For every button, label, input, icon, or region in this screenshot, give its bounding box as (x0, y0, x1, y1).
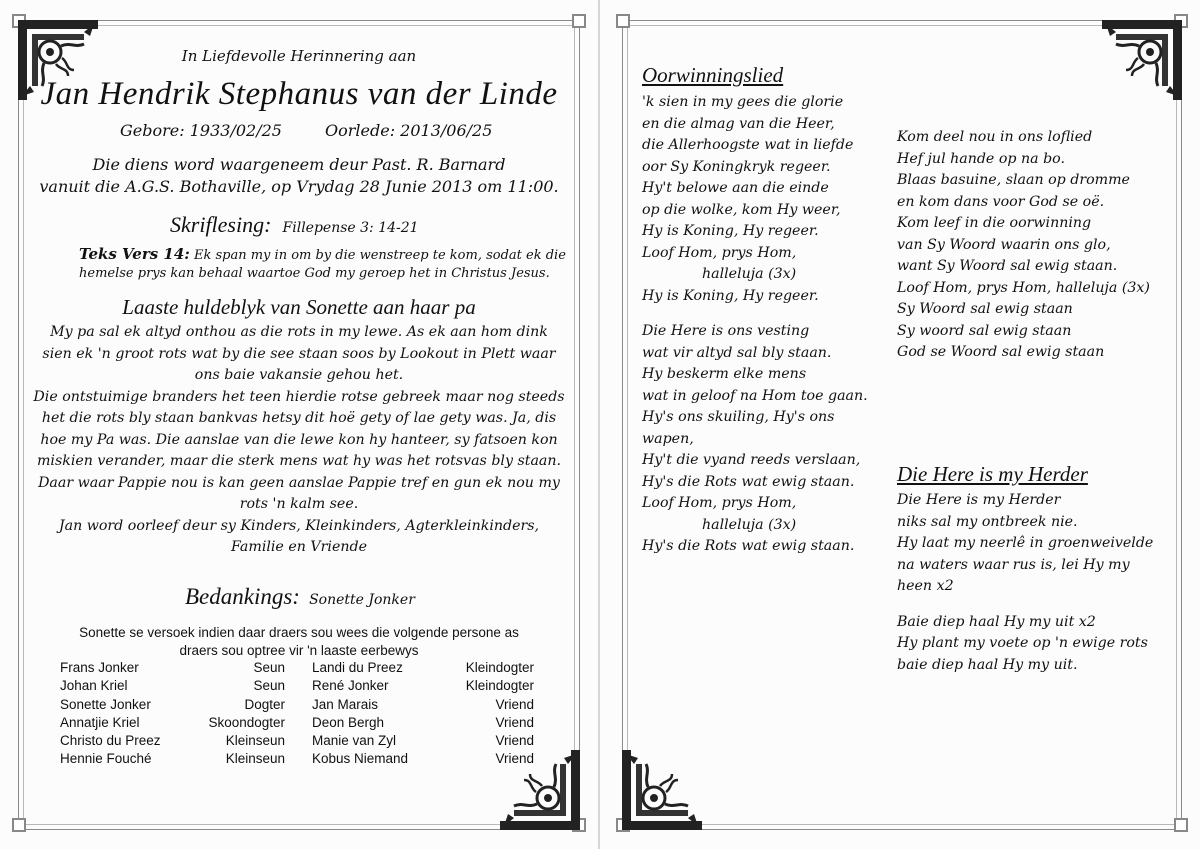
song2-line: Baie diep haal Hy my uit x2 (897, 613, 1096, 630)
song1-line: Hy't die vyand reeds verslaan, (642, 452, 861, 469)
bearer-relation: Vriend (495, 751, 534, 767)
song1-line: Loof Hom, prys Hom, (642, 244, 797, 261)
bearer-row (60, 696, 285, 714)
song1-line: Kom leef in die oorwinning (897, 215, 1092, 231)
song2-lyrics (897, 490, 1153, 676)
song1-line: Sy woord sal ewig staan (897, 322, 1072, 339)
frame-corner-square (572, 14, 586, 28)
bearer-row (60, 732, 285, 750)
dedication-intro: In Liefdevolle Herinnering aan (181, 47, 417, 65)
ornament-corner-icon (500, 750, 580, 830)
birth-date: Gebore: 1933/02/25 (120, 121, 282, 140)
deceased-name: Jan Hendrik Stephanus van der Linde (40, 76, 558, 112)
bearer-name: Manie van Zyl (312, 733, 397, 749)
song1-line: halleluja (3x) (702, 266, 797, 282)
song1-line: Kom deel nou in ons loflied (897, 129, 1093, 145)
bearer-row (60, 659, 285, 677)
right-page (600, 0, 1200, 849)
frame-corner-square (1174, 818, 1188, 832)
bearer-relation: Seun (253, 678, 285, 694)
thanks-section (185, 584, 415, 610)
song1-column-1 (642, 92, 868, 558)
bearer-row (312, 714, 534, 732)
bearer-relation: Vriend (495, 733, 534, 749)
ornament-corner-icon (622, 750, 702, 830)
bearer-row (60, 677, 285, 695)
song2-line: baie diep haal Hy my uit. (897, 656, 1078, 673)
song2-line: heen x2 (897, 578, 954, 594)
song1-line: en die almag van die Heer, (642, 115, 835, 132)
tribute-line: hoe my Pa was. Die aanslae van die lewe kon hy hanteer, sy fatsoen kon (40, 431, 558, 448)
bearer-row (312, 659, 534, 677)
bearer-name: Sonette Jonker (60, 696, 151, 712)
song2-line: na waters waar rus is, lei Hy my (897, 556, 1130, 573)
song1-line: Hy's ons skuiling, Hy's ons (642, 409, 835, 426)
bearer-name: Kobus Niemand (312, 751, 409, 767)
bearer-name: Landi du Preez (312, 660, 403, 675)
tribute-line: ons baie vakansie gehou het. (194, 367, 404, 383)
thanks-name: Sonette Jonker (309, 592, 415, 608)
tribute-text (20, 322, 578, 559)
song1-line (642, 307, 868, 321)
song1-line: Hy's die Rots wat ewig staan. (642, 538, 855, 555)
ornament-corner-icon (1102, 20, 1182, 100)
bearers-intro-line: Sonette se versoek indien daar draers sou wees die volgende persone as (79, 625, 519, 640)
bearers-list-left (60, 659, 285, 769)
song1-line: Loof Hom, prys Hom, halleluja (3x) (897, 279, 1150, 296)
bearer-row (312, 696, 534, 714)
song2-line (897, 598, 1153, 612)
song1-line: Blaas basuine, slaan op dromme (897, 172, 1130, 188)
bearer-row (312, 732, 534, 750)
scripture-text (79, 245, 566, 263)
bearers-intro (20, 624, 578, 660)
tribute-line: My pa sal ek altyd onthou as die rots in my lewe. As ek aan hom dink (50, 324, 548, 340)
bearer-name: Frans Jonker (60, 660, 139, 675)
scripture-line-2: hemelse prys kan behaal waartoe God my geroep het in Christus Jesus. (79, 266, 550, 281)
death-date: Oorlede: 2013/06/25 (325, 121, 493, 140)
ornament-corner-icon (18, 20, 98, 100)
bearer-relation: Vriend (495, 696, 534, 712)
song1-line: Loof Hom, prys Hom, (642, 495, 797, 512)
song2-line: Hy laat my neerlê in groenweivelde (897, 535, 1154, 551)
song1-line: Hy's die Rots wat ewig staan. (642, 473, 855, 490)
reading-reference: Fillepense 3: 14-21 (282, 220, 419, 236)
song1-line: Hy is Koning, Hy regeer. (642, 287, 819, 304)
song1-line: Hef jul hande op na bo. (897, 150, 1065, 167)
song1-line: van Sy Woord waarin ons glo, (897, 236, 1111, 253)
song1-line: Hy't belowe aan die einde (642, 180, 829, 196)
bearer-relation: Kleindogter (465, 678, 534, 694)
song1-line: op die wolke, kom Hy weer, (642, 201, 841, 218)
frame-corner-square (616, 14, 630, 28)
song1-line: want Sy Woord sal ewig staan. (897, 258, 1118, 274)
bearer-name: Annatjie Kriel (60, 714, 140, 730)
bearer-relation: Kleinseun (225, 751, 285, 767)
left-page (0, 0, 598, 849)
song1-line: wat vir altyd sal bly staan. (642, 344, 832, 361)
bearer-name: Deon Bergh (312, 714, 385, 730)
tribute-line: sien ek 'n groot rots wat by die see staan soos by Lookout in Plett waar (42, 345, 556, 362)
song1-line: halleluja (3x) (702, 516, 797, 533)
song2-line: Die Here is my Herder (897, 492, 1061, 508)
tribute-line: het die rots bly staan bankvas hetsy dit hoë gety of lae gety was. Ja, dis (41, 410, 557, 426)
song1-line: 'k sien in my gees die glorie (642, 94, 844, 110)
song1-title: Oorwinningslied (642, 63, 784, 87)
bearer-name: Jan Marais (312, 696, 379, 712)
tribute-line: Die ontstuimige branders het teen hierdie rotse gebreek maar nog steeds (33, 388, 565, 405)
bearer-name: René Jonker (312, 678, 389, 694)
frame-corner-square (12, 818, 26, 832)
song2-line: niks sal my ontbreek nie. (897, 513, 1078, 530)
bearer-name: Hennie Fouché (60, 751, 152, 767)
reading-section (170, 212, 419, 238)
service-line: vanuit die A.G.S. Bothaville, op Vrydag 28 Junie 2013 om 11:00. (39, 177, 559, 196)
bearer-relation: Dogter (244, 696, 285, 712)
scripture-line-1: Ek span my in om by die wenstreep te kom, sodat ek die (193, 248, 566, 263)
service-details (0, 154, 598, 198)
scripture-label: Teks Vers 14: (79, 245, 190, 263)
bearer-relation: Seun (253, 660, 285, 675)
song1-line: wat in geloof na Hom toe gaan. (642, 387, 868, 404)
song2-title: Die Here is my Herder (897, 462, 1088, 486)
thanks-heading: Bedankings: (185, 584, 300, 609)
bearer-row (312, 677, 534, 695)
survived-line: Jan word oorleef deur sy Kinders, Kleinkinders, Agterkleinkinders, (58, 517, 540, 534)
song1-line: Hy is Koning, Hy regeer. (642, 223, 819, 239)
bearer-relation: Kleinseun (225, 733, 285, 749)
song1-line: oor Sy Koningkryk regeer. (642, 158, 831, 175)
service-line: Die diens word waargeneem deur Past. R. Barnard (92, 155, 506, 174)
song2-line: Hy plant my voete op 'n ewige rots (897, 635, 1148, 652)
tribute-line: rots 'n kalm see. (239, 496, 359, 512)
bearer-relation: Vriend (495, 714, 534, 730)
bearer-relation: Skoondogter (208, 714, 285, 730)
bearer-row (60, 750, 285, 768)
bearer-name: Johan Kriel (60, 678, 128, 694)
song1-line: God se Woord sal ewig staan (897, 344, 1105, 360)
song1-line: Sy Woord sal ewig staan (897, 301, 1073, 317)
tribute-line: miskien verander, maar die sterk mens wat hy was het rotsvas bly staan. (36, 453, 562, 469)
reading-heading: Skriflesing: (170, 212, 272, 237)
bearers-intro-line: draers sou optree vir 'n laaste eerbewys (179, 643, 419, 658)
survived-line: Familie en Vriende (231, 539, 367, 555)
bearer-name: Christo du Preez (60, 733, 161, 749)
song1-line: Hy beskerm elke mens (642, 366, 807, 383)
song1-line: wapen, (642, 430, 694, 447)
tribute-line: Daar waar Pappie nou is kan geen aanslae Pappie tref en gun ek nou my (38, 474, 560, 491)
song1-column-2 (897, 127, 1150, 364)
bearer-row (60, 714, 285, 732)
tribute-heading: Laaste huldeblyk van Sonette aan haar pa (122, 295, 476, 319)
bearer-relation: Kleindogter (465, 660, 534, 675)
song1-line: Die Here is ons vesting (642, 323, 810, 340)
song1-line: die Allerhoogste wat in liefde (642, 137, 854, 153)
song1-line: en kom dans voor God se oë. (897, 193, 1105, 210)
